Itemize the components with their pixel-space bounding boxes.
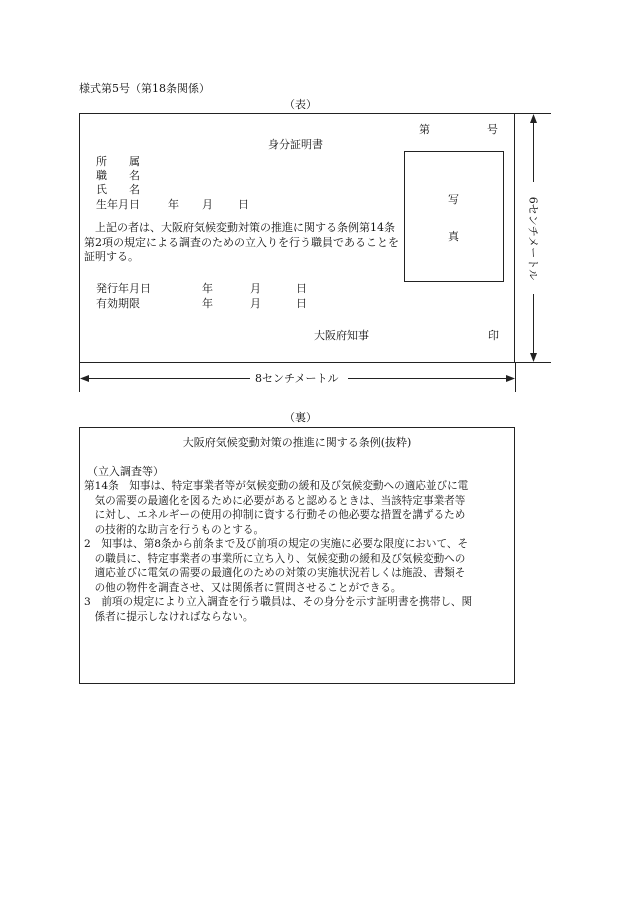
issue-day-unit: 日 <box>296 282 307 295</box>
article-line: 適応並びに電気の需要の最適化のための対策の実施状況若しくは施設、書類そ <box>84 567 466 579</box>
field-affiliation: 所 属 <box>96 155 140 168</box>
expiry-year-unit: 年 <box>202 297 213 310</box>
back-side-label: （裏） <box>284 411 317 424</box>
issuer-name: 大阪府知事 <box>314 329 369 342</box>
article-heading: （立入調査等） <box>87 465 164 478</box>
field-birth-date-label: 生年月日 <box>96 198 140 211</box>
birth-month-unit: 月 <box>202 198 213 211</box>
ordinance-title: 大阪府気候変動対策の推進に関する条例(抜粋) <box>182 436 412 449</box>
expiry-month-unit: 月 <box>250 297 261 310</box>
height-dim-arrow-top <box>530 114 537 123</box>
width-dimension-label: 8センチメートル <box>255 372 339 385</box>
issue-date-label: 発行年月日 <box>96 282 151 295</box>
article-line: の職員に、特定事業者の事業所に立ち入り、気候変動の緩和及び気候変動への <box>84 552 466 565</box>
front-side-label: （表） <box>284 98 317 111</box>
card-number-prefix: 第 <box>419 123 430 136</box>
article-line: の他の物件を調査させ、又は関係者に質問させることができる。 <box>84 581 402 594</box>
article-line: の技術的な助言を行うものとする。 <box>84 523 265 536</box>
expiry-day-unit: 日 <box>296 297 307 310</box>
width-dim-arrow-left <box>80 375 89 382</box>
card-title: 身分証明書 <box>268 138 323 151</box>
form-title: 様式第5号（第18条関係） <box>79 82 210 95</box>
article-line: 3 前項の規定により立入調査を行う職員は、その身分を示す証明書を携帯し、関 <box>84 596 473 608</box>
height-dim-arrow-bottom <box>530 353 537 362</box>
photo-label-1: 写 <box>448 193 459 206</box>
birth-year-unit: 年 <box>168 198 179 211</box>
height-dimension-label: 6センチメートル <box>526 196 540 281</box>
photo-label-2: 真 <box>448 230 459 243</box>
field-name: 氏 名 <box>96 183 140 196</box>
article-line: 第14条 知事は、特定事業者等が気候変動の緩和及び気候変動への適応並びに電 <box>84 480 469 492</box>
article-line: 2 知事は、第8条から前条まで及び前項の規定の実施に必要な限度において、そ <box>84 538 469 550</box>
certification-text: 上記の者は、大阪府気候変動対策の推進に関する条例第14条第2項の規定による調査のための立入りを行う職員であることを証明する。 <box>84 221 399 263</box>
article-line: 係者に提示しなければならない。 <box>84 610 254 623</box>
field-position: 職 名 <box>96 169 140 182</box>
expiry-date-label: 有効期限 <box>96 297 140 310</box>
seal-mark: 印 <box>488 329 499 342</box>
issue-year-unit: 年 <box>202 282 213 295</box>
width-dim-arrow-right <box>506 375 515 382</box>
article-line: 気の需要の最適化を図るために必要があると認めるときは、当該特定事業者等 <box>84 494 466 507</box>
article-line: に対し、エネルギーの使用の抑制に資する行動その他必要な措置を講ずるため <box>84 509 466 521</box>
birth-day-unit: 日 <box>238 198 249 211</box>
card-number-suffix: 号 <box>487 123 498 136</box>
back-card <box>79 427 515 684</box>
issue-month-unit: 月 <box>250 282 261 295</box>
